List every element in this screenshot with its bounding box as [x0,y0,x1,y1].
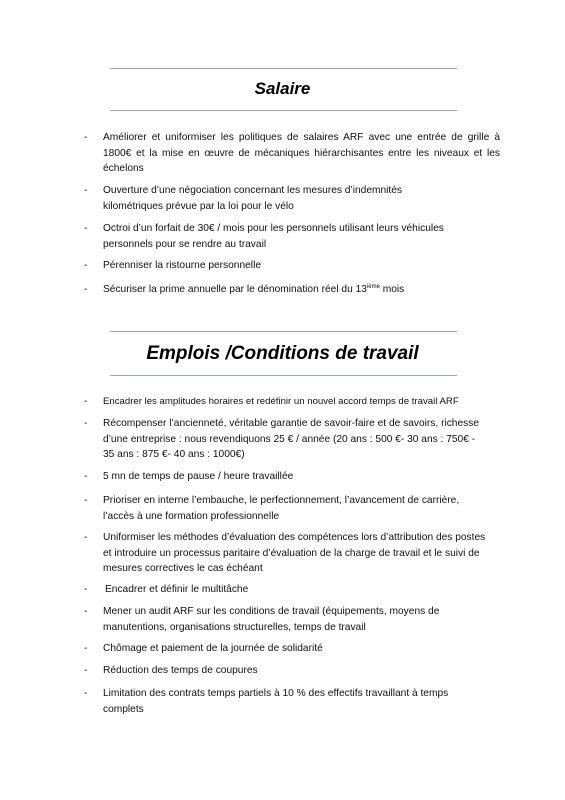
list-item-text: Améliorer et uniformiser les politiques de salaires ARF avec une entrée de grille à 1800€ et la mise en œuvre de mécaniques hiérarchisantes entre les niveaux et les échelons [103,132,500,174]
list-item-text: Ouverture d’une négociation concernant les mesures d’indemnités kilométriques prévue par la loi pour le vélo [103,185,403,212]
list-item [84,183,500,214]
list-item-text: Octroi d’un forfait de 30€ / mois pour les personnels utilisant leurs véhicules personnels pour se rendre au travail [103,223,444,250]
list-item [84,221,500,252]
section-title-salaire: Salaire [254,79,311,98]
text-before-sup: Sécuriser la prime annuelle par le dénomination réel du 13 [103,284,367,295]
list-item [84,582,500,598]
list-item [84,130,500,177]
list-item-text: 5 mn de temps de pause / heure travaillée [103,471,294,482]
list-item-text: Encadrer et définir le multitâche [105,584,249,595]
bullet-dash: - [84,606,88,617]
list-item [84,493,500,524]
bullet-dash: - [84,532,88,543]
list-item [84,469,500,485]
bullet-dash: - [84,471,88,482]
bullet-dash: - [84,185,88,196]
section-title-emplois: Emplois /Conditions de travail [146,343,419,364]
bullet-dash: - [84,495,88,506]
section-divider-top [110,331,457,332]
list-item [84,663,500,679]
list-item-text: Réduction des temps de coupures [103,665,258,676]
bullet-dash: - [84,643,88,654]
bullet-dash: - [84,284,88,295]
list-item [84,394,500,410]
bullet-dash: - [84,132,88,143]
bullet-dash: - [84,396,88,407]
list-item-text: Pérenniser la ristourne personnelle [103,260,261,271]
section-divider-bottom [110,110,457,111]
list-item-text: Récompenser l’ancienneté, véritable garantie de savoir-faire et de savoirs, richesse d’une entreprise : nous revendiquons 25 € / année (20 ans : 500 €- 30 ans : 750€ - 35 ans : 875 €- 40 ans : 1000€) [103,418,479,460]
list-item-text: Uniformiser les méthodes d’évaluation des compétences lors d’attribution des postes et introduire un processus paritaire d’évaluation de la charge de travail et le suivi de mesures correctives le cas échéant [103,532,486,574]
list-item-text: Mener un audit ARF sur les conditions de travail (équipements, moyens de manutentions, organisations structurelles, temps de travail [103,606,440,633]
bullet-dash: - [84,260,88,271]
list-item [84,686,500,717]
list-item-text: Prioriser en interne l’embauche, le perfectionnement, l’avancement de carrière, l’accès à une formation professionnelle [103,495,460,522]
list-item-text: Chômage et paiement de la journée de solidarité [103,643,323,654]
list-item [84,530,500,577]
list-item [84,282,500,298]
bullet-dash: - [84,688,88,699]
list-item [84,641,500,657]
superscript-ieme: ième [366,284,380,290]
section-divider-bottom [110,375,457,376]
bullet-dash: - [84,665,88,676]
list-item-text: Limitation des contrats temps partiels à 10 % des effectifs travaillant à temps complets [103,688,449,715]
list-item [84,258,500,274]
bullet-dash: - [84,584,88,595]
section-divider-top [110,68,457,69]
list-item [84,416,500,463]
list-item-text [103,282,500,298]
list-item-text: Encadrer les amplitudes horaires et redéfinir un nouvel accord temps de travail ARF [103,396,459,407]
bullet-dash: - [84,223,88,234]
bullet-dash: - [84,418,88,429]
text-after-sup: mois [379,284,405,295]
list-item [84,604,500,635]
